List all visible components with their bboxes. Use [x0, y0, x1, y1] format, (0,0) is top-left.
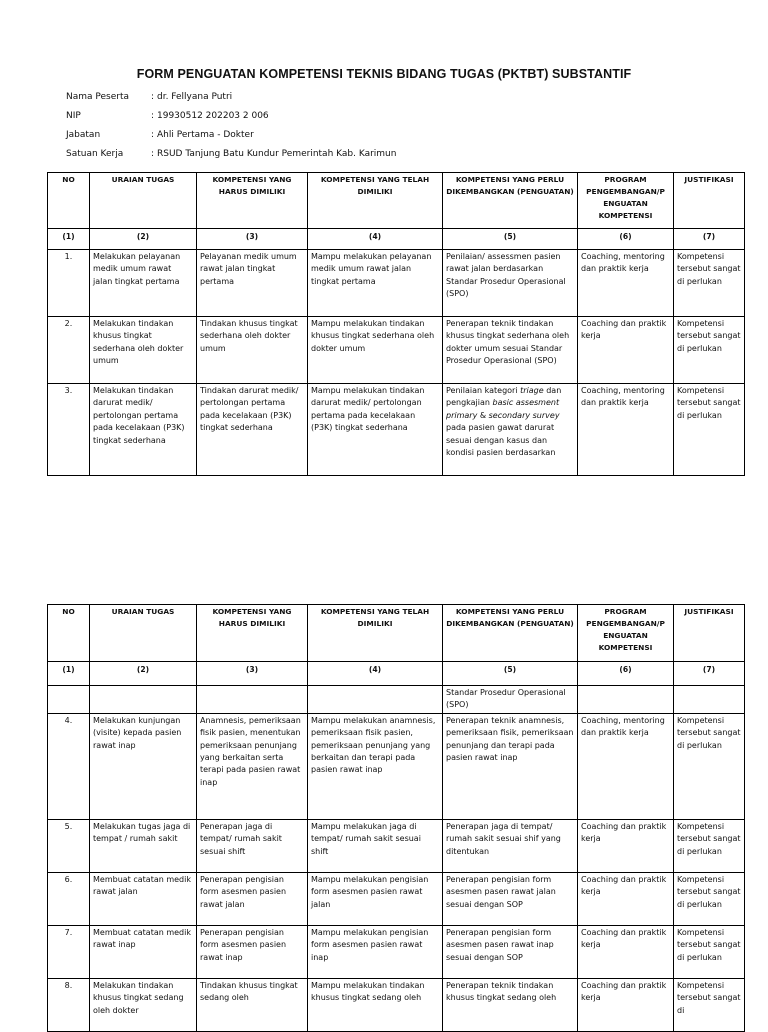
col-number: (2) [90, 662, 197, 686]
row-perlu: Penerapan pengisian form asesmen pasen rawat inap sesuai dengan SOP [443, 925, 578, 978]
table-row [48, 317, 745, 384]
row-justifikasi: Kompetensi tersebut sangat di perlukan [674, 713, 745, 819]
info-row-jabatan: Jabatan : Ahli Pertama - Dokter [66, 130, 396, 149]
row-program: Coaching dan praktik kerja [578, 872, 674, 925]
header-perlu: KOMPETENSI YANG PERLU DIKEMBANGKAN (PENGUATAN) [443, 605, 578, 662]
row-uraian: Melakukan tugas jaga di tempat / rumah sakit [90, 819, 197, 872]
row-harus: Tindakan khusus tingkat sedang oleh [197, 978, 308, 1031]
col-number: (5) [443, 229, 578, 250]
table-row [48, 384, 745, 476]
header-no: NO [48, 173, 90, 229]
row-perlu: Penilaian/ assessmen pasien rawat jalan berdasarkan Standar Prosedur Operasional (SPO) [443, 250, 578, 317]
col-number: (2) [90, 229, 197, 250]
col-number: (6) [578, 229, 674, 250]
header-uraian: URAIAN TUGAS [90, 173, 197, 229]
info-value: 19930512 202203 2 006 [157, 111, 269, 121]
header-telah: KOMPETENSI YANG TELAH DIMILIKI [308, 173, 443, 229]
row-justifikasi: Kompetensi tersebut sangat di perlukan [674, 317, 745, 384]
row-no: 5. [48, 819, 90, 872]
row-no: 7. [48, 925, 90, 978]
col-number: (3) [197, 662, 308, 686]
col-number: (4) [308, 662, 443, 686]
info-label: Satuan Kerja [66, 149, 124, 159]
table-row [48, 819, 745, 872]
row-no: 4. [48, 713, 90, 819]
row-uraian [90, 686, 197, 714]
row-uraian: Melakukan kunjungan (visite) kepada pasien rawat inap [90, 713, 197, 819]
row-no: 1. [48, 250, 90, 317]
column-number-row [48, 662, 745, 686]
header-program: PROGRAM PENGEMBANGAN/P ENGUATAN KOMPETENSI [578, 605, 674, 662]
row-uraian: Membuat catatan medik rawat inap [90, 925, 197, 978]
table-header-row [48, 173, 745, 229]
info-value: RSUD Tanjung Batu Kundur Pemerintah Kab. Karimun [157, 149, 397, 159]
table-row [48, 978, 745, 1031]
info-row-nama: Nama Peserta : dr. Fellyana Putri [66, 92, 396, 111]
row-telah: Mampu melakukan tindakan darurat medik/ pertolongan pertama pada kecelakaan (P3K) tingkat sederhana [308, 384, 443, 476]
header-harus: KOMPETENSI YANG HARUS DIMILIKI [197, 173, 308, 229]
participant-info [66, 92, 396, 168]
header-telah: KOMPETENSI YANG TELAH DIMILIKI [308, 605, 443, 662]
row-justifikasi: Kompetensi tersebut sangat di [674, 978, 745, 1031]
col-number: (4) [308, 229, 443, 250]
row-telah: Mampu melakukan tindakan khusus tingkat sederhana oleh dokter umum [308, 317, 443, 384]
row-program: Coaching dan praktik kerja [578, 819, 674, 872]
row-perlu: Penerapan teknik anamnesis, pemeriksaan fisik, pemeriksaan penunjang dan terapi pada pasien rawat inap [443, 713, 578, 819]
row-program: Coaching dan praktik kerja [578, 978, 674, 1031]
row-justifikasi: Kompetensi tersebut sangat di perlukan [674, 925, 745, 978]
col-number: (5) [443, 662, 578, 686]
row-perlu: Standar Prosedur Operasional (SPO) [443, 686, 578, 714]
row-perlu: Penerapan jaga di tempat/ rumah sakit sesuai shif yang ditentukan [443, 819, 578, 872]
row-program: Coaching, mentoring dan praktik kerja [578, 384, 674, 476]
row-telah: Mampu melakukan pengisian form asesmen pasien rawat inap [308, 925, 443, 978]
row-harus: Tindakan darurat medik/ pertolongan pertama pada kecelakaan (P3K) tingkat sederhana [197, 384, 308, 476]
header-justifikasi: JUSTIFIKASI [674, 173, 745, 229]
row-telah: Mampu melakukan pengisian form asesmen pasien rawat jalan [308, 872, 443, 925]
row-program: Coaching dan praktik kerja [578, 925, 674, 978]
row-harus [197, 686, 308, 714]
row-uraian: Melakukan pelayanan medik umum rawat jalan tingkat pertama [90, 250, 197, 317]
row-telah: Mampu melakukan anamnesis, pemeriksaan fisik pasien, pemeriksaan penunjang yang berkaitan dan terapi pada pasien rawat inap [308, 713, 443, 819]
row-perlu: Penerapan teknik tindakan khusus tingkat sedang oleh [443, 978, 578, 1031]
row-justifikasi: Kompetensi tersebut sangat di perlukan [674, 384, 745, 476]
row-no: 3. [48, 384, 90, 476]
row-justifikasi: Kompetensi tersebut sangat di perlukan [674, 872, 745, 925]
row-no: 6. [48, 872, 90, 925]
header-program: PROGRAM PENGEMBANGAN/P ENGUATAN KOMPETENSI [578, 173, 674, 229]
header-uraian: URAIAN TUGAS [90, 605, 197, 662]
row-uraian: Melakukan tindakan khusus tingkat sedang oleh dokter [90, 978, 197, 1031]
competency-table-1 [47, 172, 745, 476]
col-number: (1) [48, 229, 90, 250]
row-perlu: Penerapan teknik tindakan khusus tingkat sederhana oleh dokter umum sesuai Standar Prosedur Operasional (SPO) [443, 317, 578, 384]
row-harus: Tindakan khusus tingkat sederhana oleh dokter umum [197, 317, 308, 384]
col-number: (7) [674, 662, 745, 686]
row-uraian: Membuat catatan medik rawat jalan [90, 872, 197, 925]
column-number-row [48, 229, 745, 250]
col-number: (7) [674, 229, 745, 250]
info-row-satuan-kerja: Satuan Kerja : RSUD Tanjung Batu Kundur Pemerintah Kab. Karimun [66, 149, 396, 168]
col-number: (3) [197, 229, 308, 250]
row-uraian: Melakukan tindakan darurat medik/ pertolongan pertama pada kecelakaan (P3K) tingkat sederhana [90, 384, 197, 476]
col-number: (1) [48, 662, 90, 686]
header-no: NO [48, 605, 90, 662]
header-harus: KOMPETENSI YANG HARUS DIMILIKI [197, 605, 308, 662]
row-program: Coaching dan praktik kerja [578, 317, 674, 384]
info-value: Ahli Pertama - Dokter [157, 130, 254, 140]
col-number: (6) [578, 662, 674, 686]
table-row [48, 925, 745, 978]
row-program [578, 686, 674, 714]
table-header-row [48, 605, 745, 662]
row-telah: Mampu melakukan pelayanan medik umum rawat jalan tingkat pertama [308, 250, 443, 317]
row-perlu: Penilaian kategori triage dan pengkajian basic assesment primary & secondary survey pada pasien gawat darurat sesuai dengan kasus dan kondisi pasien berdasarkan [443, 384, 578, 476]
row-uraian: Melakukan tindakan khusus tingkat sederhana oleh dokter umum [90, 317, 197, 384]
row-harus: Pelayanan medik umum rawat jalan tingkat pertama [197, 250, 308, 317]
row-program: Coaching, mentoring dan praktik kerja [578, 713, 674, 819]
row-program: Coaching, mentoring dan praktik kerja [578, 250, 674, 317]
row-justifikasi: Kompetensi tersebut sangat di perlukan [674, 250, 745, 317]
table-row [48, 250, 745, 317]
table-row [48, 713, 745, 819]
row-telah: Mampu melakukan jaga di tempat/ rumah sakit sesuai shift [308, 819, 443, 872]
info-label: NIP [66, 111, 81, 121]
form-title: FORM PENGUATAN KOMPETENSI TEKNIS BIDANG TUGAS (PKTBT) SUBSTANTIF [136, 67, 632, 81]
row-harus: Anamnesis, pemeriksaan fisik pasien, menentukan pemeriksaan penunjang yang berkaitan serta terapi pada pasien rawat inap [197, 713, 308, 819]
row-telah: Mampu melakukan tindakan khusus tingkat sedang oleh [308, 978, 443, 1031]
info-value: dr. Fellyana Putri [157, 92, 233, 102]
row-justifikasi [674, 686, 745, 714]
row-no: 2. [48, 317, 90, 384]
header-justifikasi: JUSTIFIKASI [674, 605, 745, 662]
competency-table-2 [47, 604, 745, 1032]
row-justifikasi: Kompetensi tersebut sangat di perlukan [674, 819, 745, 872]
row-no [48, 686, 90, 714]
row-telah [308, 686, 443, 714]
info-label: Nama Peserta [66, 92, 130, 102]
row-harus: Penerapan jaga di tempat/ rumah sakit sesuai shift [197, 819, 308, 872]
row-no: 8. [48, 978, 90, 1031]
table-row [48, 686, 745, 714]
header-perlu: KOMPETENSI YANG PERLU DIKEMBANGKAN (PENGUATAN) [443, 173, 578, 229]
row-harus: Penerapan pengisian form asesmen pasien rawat jalan [197, 872, 308, 925]
table-row [48, 872, 745, 925]
info-row-nip: NIP : 19930512 202203 2 006 [66, 111, 396, 130]
info-label: Jabatan [66, 130, 101, 140]
row-harus: Penerapan pengisian form asesmen pasien rawat inap [197, 925, 308, 978]
row-perlu: Penerapan pengisian form asesmen pasen rawat jalan sesuai dengan SOP [443, 872, 578, 925]
